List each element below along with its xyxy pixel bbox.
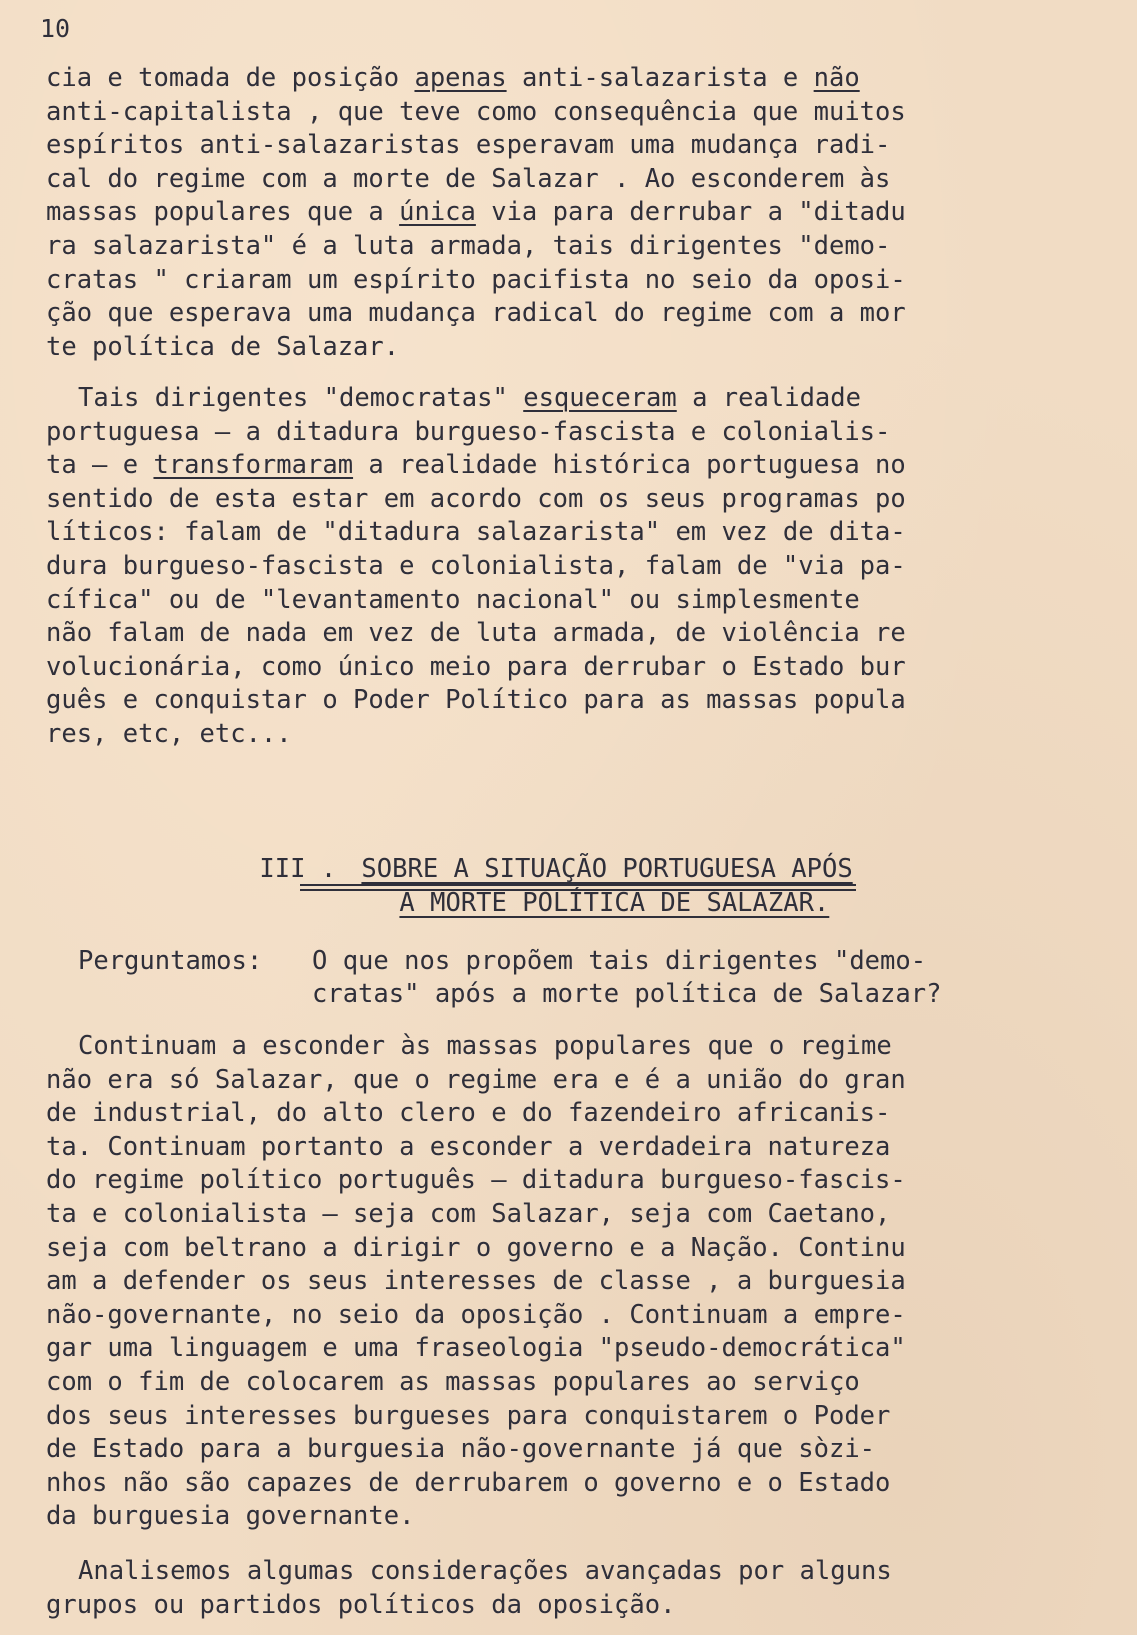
text-line: guês e conquistar o Poder Político para as massas popula xyxy=(46,685,906,716)
text-line: Analisemos algumas considerações avançadas por alguns xyxy=(78,1556,892,1586)
text-line: Tais dirigentes "democratas" esqueceram a realidade xyxy=(78,383,861,413)
text-line: te política de Salazar. xyxy=(46,331,400,362)
text-line: do regime político português — ditadura burgueso-fascis- xyxy=(46,1165,906,1196)
text-line: volucionária, como único meio para derrubar o Estado bur xyxy=(46,651,906,682)
paragraph-1 xyxy=(46,62,1014,364)
text-line: cífica" ou de "levantamento nacional" ou simplesmente xyxy=(46,584,860,615)
paragraph-4 xyxy=(46,1555,1014,1622)
text-line: de industrial, do alto clero e do fazendeiro africanis- xyxy=(46,1098,891,1129)
text-line: ta e colonialista — seja com Salazar, seja com Caetano, xyxy=(46,1198,891,1229)
text-line: espíritos anti-salazaristas esperavam uma mudança radi- xyxy=(46,130,891,161)
text-line: gar uma linguagem e uma fraseologia "pseudo-democrática" xyxy=(46,1333,906,1364)
paragraph-2 xyxy=(46,382,1014,752)
paragraph-3 xyxy=(46,1030,1014,1534)
underlined-word: apenas xyxy=(414,63,507,93)
text-line: com o fim de colocarem as massas populares ao serviço xyxy=(46,1366,860,1397)
page-number: 10 xyxy=(40,14,71,43)
text-line: cia e tomada de posição apenas anti-salazarista e não xyxy=(46,63,860,93)
text-line: não-governante, no seio da oposição . Continuam a empre- xyxy=(46,1299,906,1330)
text-line: nhos não são capazes de derrubarem o governo e o Estado xyxy=(46,1467,891,1498)
text-line: ção que esperava uma mudança radical do regime com a mor xyxy=(46,298,906,329)
underlined-word: única xyxy=(399,197,476,228)
text-line: massas populares que a única via para derrubar a "ditadu xyxy=(46,197,906,228)
text-line: anti-capitalista , que teve como consequência que muitos xyxy=(46,96,906,127)
text-line: grupos ou partidos políticos da oposição. xyxy=(46,1589,676,1620)
section-title-line-2: A MORTE POLÍTICA DE SALAZAR. xyxy=(399,888,830,918)
text-line: dura burgueso-fascista e colonialista, falam de "via pa- xyxy=(46,550,906,581)
text-line: de Estado para a burguesia não-governante já que sòzi- xyxy=(46,1434,876,1465)
underlined-word: transformaram xyxy=(153,450,354,481)
text-line: seja com beltrano a dirigir o governo e a Nação. Continu xyxy=(46,1232,906,1263)
question-line-2: cratas" após a morte política de Salazar? xyxy=(312,979,942,1009)
text-line: am a defender os seus interesses de classe , a burguesia xyxy=(46,1266,906,1297)
text-line: cal do regime com a morte de Salazar . Ao esconderem às xyxy=(46,163,891,194)
text-line: não falam de nada em vez de luta armada, de violência re xyxy=(46,618,906,649)
text-line: ra salazarista" é a luta armada, tais dirigentes "demo- xyxy=(46,230,891,261)
text-line: res, etc, etc... xyxy=(46,718,292,749)
underlined-word: esqueceram xyxy=(523,383,677,413)
text-line: ta. Continuam portanto a esconder a verdadeira natureza xyxy=(46,1131,891,1162)
text-line: cratas " criaram um espírito pacifista no seio da oposi- xyxy=(46,264,906,295)
text-line: portuguesa — a ditadura burgueso-fascista e colonialis- xyxy=(46,416,891,447)
section-title-line-1: SOBRE A SITUAÇÃO PORTUGUESA APÓS xyxy=(361,854,853,884)
text-line: Continuam a esconder às massas populares que o regime xyxy=(78,1031,892,1061)
text-line: líticos: falam de "ditadura salazarista" em vez de dita- xyxy=(46,517,906,548)
section-number: III . xyxy=(259,854,337,884)
question-line-1: O que nos propõem tais dirigentes "demo- xyxy=(312,946,927,976)
text-line: ta — e transformaram a realidade histórica portuguesa no xyxy=(46,450,906,481)
section-heading-double-rule xyxy=(300,884,856,891)
question-label: Perguntamos: xyxy=(78,946,263,976)
underlined-word: não xyxy=(813,63,860,93)
text-line: da burguesia governante. xyxy=(46,1501,415,1532)
text-line: dos seus interesses burgueses para conquistarem o Poder xyxy=(46,1400,891,1431)
text-line: sentido de esta estar em acordo com os seus programas po xyxy=(46,483,906,514)
text-line: não era só Salazar, que o regime era e é a união do gran xyxy=(46,1064,906,1095)
